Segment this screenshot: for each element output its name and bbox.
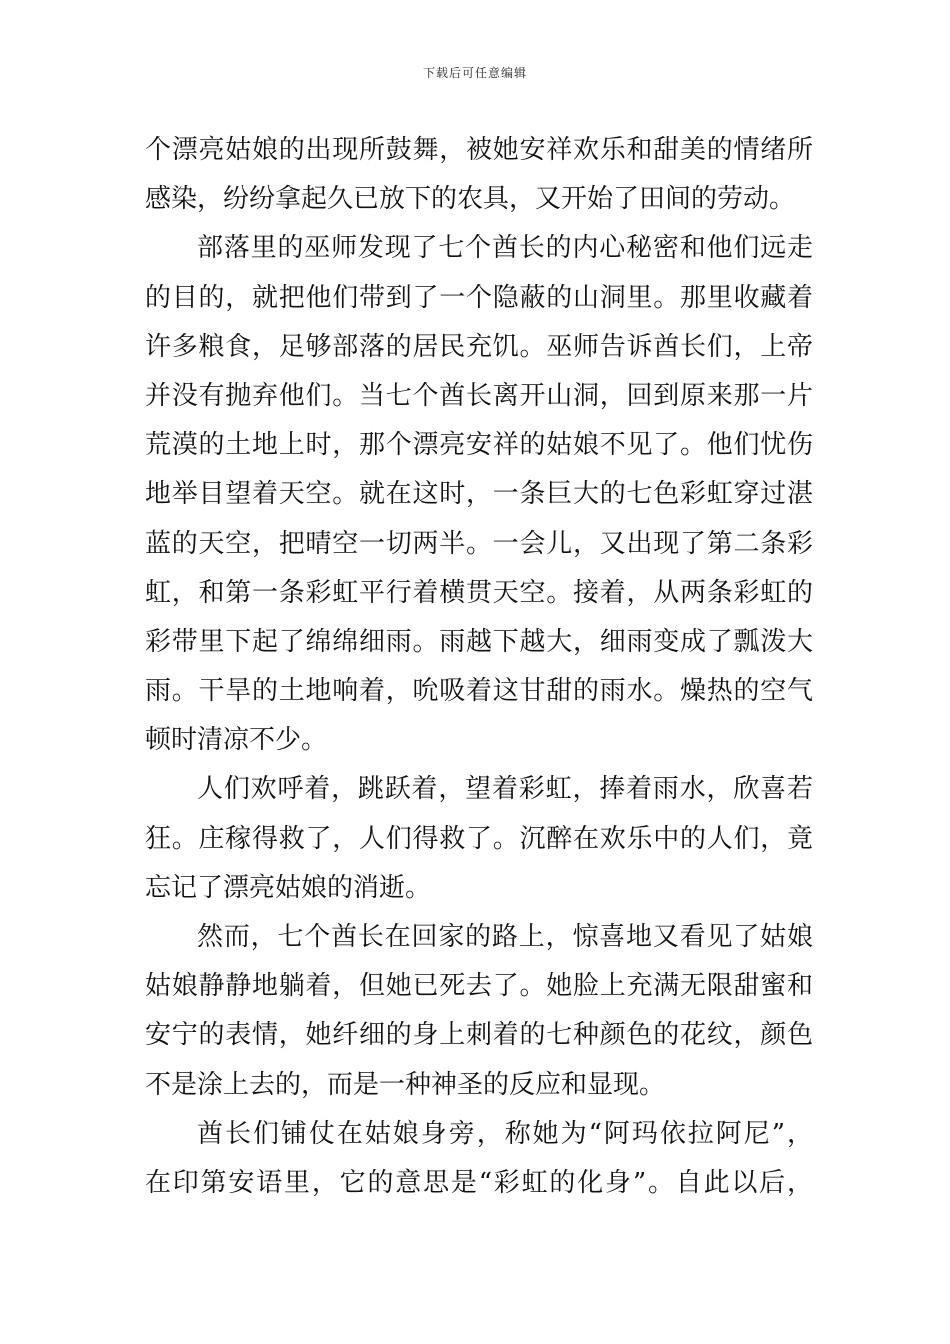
text-line: 虹，和第一条彩虹平行着横贯天空。接着，从两条彩虹的 <box>145 577 813 608</box>
text-line: 地举目望着天空。就在这时，一条巨大的七色彩虹穿过湛 <box>145 479 813 510</box>
text-line: 彩带里下起了绵绵细雨。雨越下越大，细雨变成了瓢泼大 <box>145 626 813 657</box>
text-line: 并没有抛弃他们。当七个酋长离开山洞，回到原来那一片 <box>145 380 813 411</box>
text-line: 不是涂上去的，而是一种神圣的反应和显现。 <box>145 1069 666 1100</box>
text-line: 在印第安语里，它的意思是“彩虹的化身”。自此以后， <box>145 1167 813 1198</box>
text-line: 蓝的天空，把晴空一切两半。一会儿，又出现了第二条彩 <box>145 528 813 559</box>
text-line: 然而，七个酋长在回家的路上，惊喜地又看见了姑娘 <box>197 922 813 952</box>
text-line: 安宁的表情，她纤细的身上刺着的七种颜色的花纹，颜色 <box>145 1020 813 1051</box>
text-line: 雨。干旱的土地响着，吮吸着这甘甜的雨水。燥热的空气 <box>145 676 813 707</box>
text-line: 顿时清凉不少。 <box>145 725 328 756</box>
text-line: 感染，纷纷拿起久已放下的农具，又开始了田间的劳动。 <box>145 184 796 215</box>
text-line: 个漂亮姑娘的出现所鼓舞，被她安祥欢乐和甜美的情绪所 <box>145 135 813 165</box>
text-line: 姑娘静静地躺着，但她已死去了。她脸上充满无限甜蜜和 <box>145 971 813 1002</box>
text-line: 部落里的巫师发现了七个酋长的内心秘密和他们远走 <box>197 233 813 264</box>
text-line: 许多粮食，足够部落的居民充饥。巫师告诉酋长们，上帝 <box>145 331 813 362</box>
document-body <box>145 126 813 1208</box>
page-header: 下载后可任意编辑 <box>422 66 527 80</box>
text-line: 人们欢呼着，跳跃着，望着彩虹，捧着雨水，欣喜若 <box>197 774 813 805</box>
text-line: 的目的，就把他们带到了一个隐蔽的山洞里。那里收藏着 <box>145 282 813 313</box>
text-line: 荒漠的土地上时，那个漂亮安祥的姑娘不见了。他们忧伤 <box>145 430 813 461</box>
text-line: 忘记了漂亮姑娘的消逝。 <box>145 872 432 903</box>
text-line: 狂。庄稼得救了，人们得救了。沉醉在欢乐中的人们，竟 <box>145 823 813 854</box>
text-line: 酋长们铺仗在姑娘身旁，称她为“阿玛依拉阿尼”， <box>197 1118 813 1149</box>
